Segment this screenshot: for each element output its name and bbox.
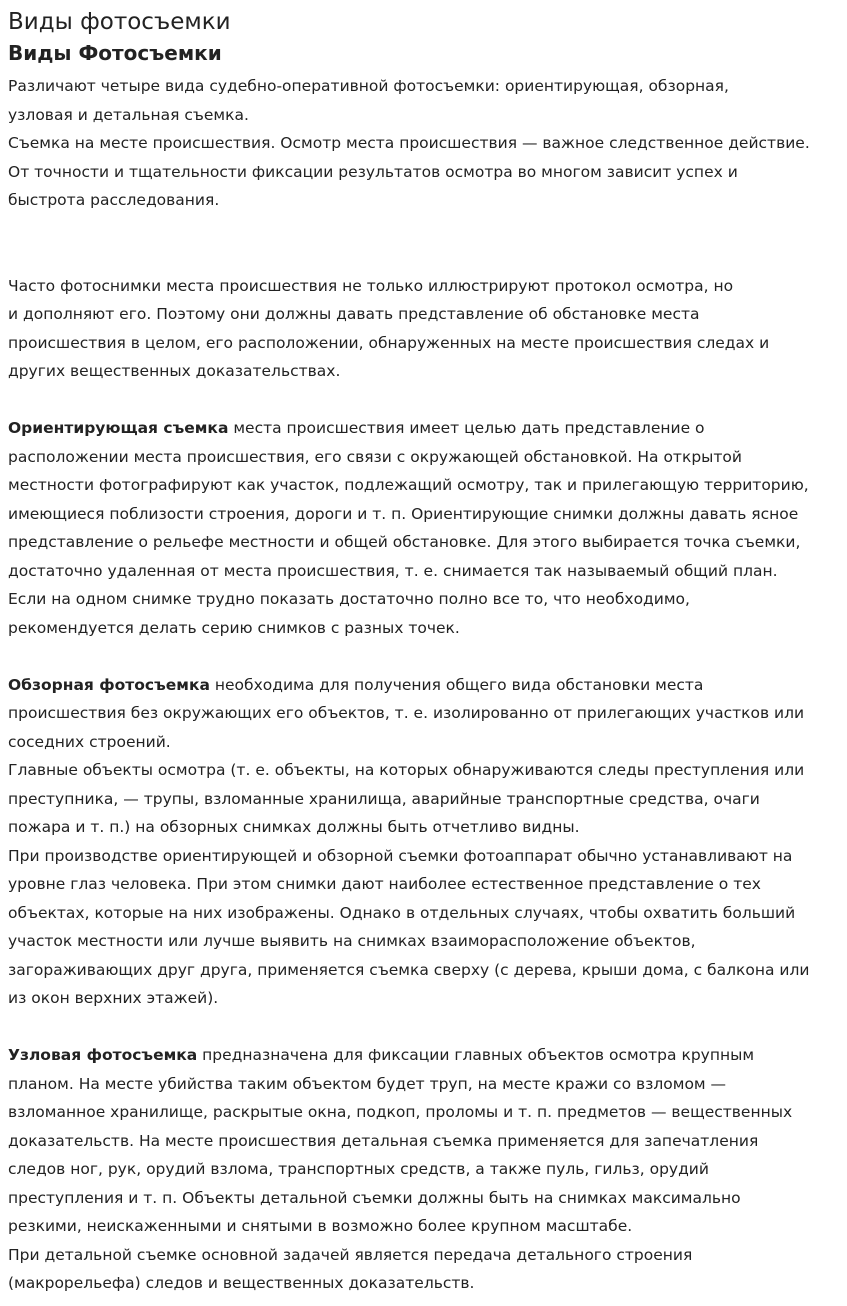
paragraph-spacer [8, 386, 839, 415]
article-section [8, 1041, 839, 1298]
text-line: представление о рельефе местности и общей обстановке. Для этого выбирается точка съемки, [8, 533, 801, 551]
text-line: происшествия в целом, его расположении, обнаруженных на месте происшествия следах и [8, 333, 770, 352]
text-line: Главные объекты осмотра (т. е. объекты, на которых обнаруживаются следы преступления или [8, 761, 805, 779]
text-line: следов ног, рук, орудий взлома, транспортных средств, а также пуль, гильз, орудий [8, 1160, 709, 1178]
article-body [8, 72, 839, 1298]
text-line: При детальной съемке основной задачей является передача детального строения [8, 1245, 693, 1264]
article-section [8, 272, 839, 386]
page-heading: Виды Фотосъемки [8, 41, 222, 65]
text-line: происшествия без окружающих его объектов, т. е. изолированно от прилегающих участков или [8, 704, 805, 722]
section-lead-text: места происшествия имеет целью дать представление о [228, 419, 705, 437]
text-line: уровне глаз человека. При этом снимки дают наиболее естественное представление о тех [8, 875, 761, 893]
text-line: расположении места происшествия, его связи с окружающей обстановкой. На открытой [8, 447, 742, 466]
text-line: участок местности или лучше выявить на снимках взаиморасположение объектов, [8, 932, 696, 950]
text-line: При производстве ориентирующей и обзорной съемки фотоаппарат обычно устанавливают на [8, 846, 793, 865]
section-lead-term: Узловая фотосъемка [8, 1046, 198, 1064]
section-lead-text: предназначена для фиксации главных объектов осмотра крупным [197, 1046, 755, 1064]
text-line: планом. На месте убийства таким объектом будет труп, на месте кражи со взломом — [8, 1074, 727, 1093]
text-line: узловая и детальная съемка. [8, 105, 249, 124]
text-line: и дополняют его. Поэтому они должны давать представление об обстановке места [8, 305, 700, 323]
text-line: Часто фотоснимки места происшествия не только иллюстрируют протокол осмотра, но [8, 276, 734, 295]
article-section [8, 671, 839, 1013]
paragraph-spacer [8, 215, 839, 272]
text-line: (макрорельефа) следов и вещественных доказательств. [8, 1274, 475, 1292]
section-lead-line [8, 414, 839, 443]
section-lead-term: Обзорная фотосъемка [8, 675, 210, 694]
text-line: Различают четыре вида судебно-оперативной фотосъемки: ориентирующая, обзорная, [8, 77, 729, 95]
text-line: быстрота расследования. [8, 191, 220, 209]
text-line: других вещественных доказательствах. [8, 362, 341, 380]
text-line: достаточно удаленная от места происшествия, т. е. снимается так называемый общий план. [8, 561, 778, 580]
text-line: От точности и тщательности фиксации результатов осмотра во многом зависит успех и [8, 162, 738, 181]
text-line: рекомендуется делать серию снимков с разных точек. [8, 618, 460, 637]
paragraph-spacer [8, 642, 839, 671]
article-section [8, 414, 839, 642]
text-line: резкими, неискаженными и снятыми в возможно более крупном масштабе. [8, 1217, 633, 1235]
text-line: преступника, — трупы, взломанные хранилища, аварийные транспортные средства, очаги [8, 789, 760, 808]
text-line: загораживающих друг друга, применяется съемка сверху (с дерева, крыши дома, с балкона или [8, 960, 810, 979]
text-line: объектах, которые на них изображены. Однако в отдельных случаях, чтобы охватить больший [8, 903, 796, 922]
section-lead-text: необходима для получения общего вида обстановки места [209, 675, 704, 694]
text-line: Если на одном снимке трудно показать достаточно полно все то, что необходимо, [8, 590, 690, 608]
text-line: преступления и т. п. Объекты детальной съемки должны быть на снимках максимально [8, 1188, 741, 1207]
page-title: Виды фотосъемки [8, 9, 231, 35]
section-lead-line [8, 671, 839, 700]
text-line: имеющиеся поблизости строения, дороги и т. п. Ориентирующие снимки должны давать ясное [8, 504, 799, 523]
text-line: пожара и т. п.) на обзорных снимках должны быть отчетливо видны. [8, 818, 580, 836]
paragraph-spacer [8, 1013, 839, 1042]
text-line: взломанное хранилище, раскрытые окна, подкоп, проломы и т. п. предметов — вещественных [8, 1103, 793, 1121]
text-line: из окон верхних этажей). [8, 989, 219, 1007]
article-section [8, 72, 839, 215]
section-lead-line [8, 1041, 839, 1070]
section-lead-term: Ориентирующая съемка [8, 419, 229, 437]
text-line: соседних строений. [8, 732, 171, 751]
text-line: местности фотографируют как участок, подлежащий осмотру, так и прилегающую территорию, [8, 476, 809, 494]
text-line: Съемка на месте происшествия. Осмотр места происшествия — важное следственное действие. [8, 134, 810, 152]
text-line: доказательств. На месте происшествия детальная съемка применяется для запечатления [8, 1131, 759, 1150]
